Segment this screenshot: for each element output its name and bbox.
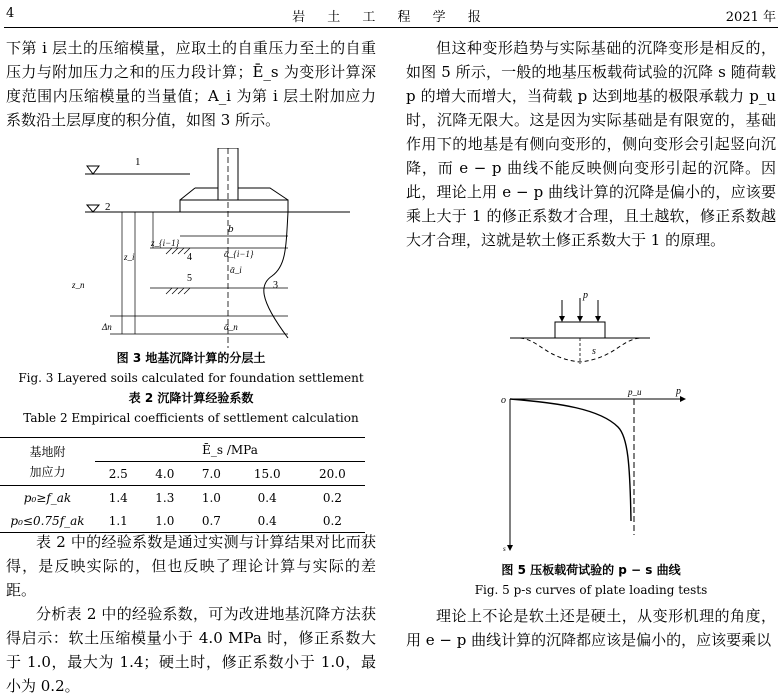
label-alpha-i: ᾱ_i xyxy=(230,265,242,275)
fig5-caption-block xyxy=(406,562,776,598)
table-2 xyxy=(0,437,365,533)
table-cell: 0.7 xyxy=(201,513,221,528)
table2-caption-en: Table 2 Empirical coefficients of settlement calculation xyxy=(23,411,359,425)
col-header: 2.5 xyxy=(108,466,128,481)
journal-title: 岩 土 工 程 学 报 xyxy=(292,10,490,25)
table-cell: 0.2 xyxy=(322,513,342,528)
col-header: 20.0 xyxy=(319,466,346,481)
label-alpha-i-1: ᾱ_{i−1} xyxy=(224,249,254,259)
left-paragraph-3: 分析表 2 中的经验系数，可为改进地基沉降方法获得启示：软土压缩模量小于 4.0 MPa 时，修正系数大于 1.0，最大为 1.4；硬土时，修正系数小于 1.0，最小为 0.2。 xyxy=(6,605,376,695)
label-z-i-1: z_{i−1} xyxy=(151,238,180,248)
fig5-caption-zh: 图 5 压板载荷试验的 p − s 曲线 xyxy=(501,563,681,577)
figure-5-plate-load xyxy=(500,288,700,378)
row-header-line2: 加应力 xyxy=(29,464,66,479)
label-p-axis: p xyxy=(676,386,681,397)
label-z-i: z_i xyxy=(124,252,135,262)
hatch-5 xyxy=(166,288,190,294)
right-bottom-text xyxy=(406,604,776,658)
table-cell: 1.3 xyxy=(155,490,175,505)
fig3-caption-block xyxy=(6,350,376,426)
col-header: 15.0 xyxy=(253,466,281,481)
label-delta-n: Δn xyxy=(102,322,112,332)
label-alpha-n: ᾱ_n xyxy=(224,322,238,332)
row-label: p₀≥f_ak xyxy=(23,490,72,505)
page-number: 4 xyxy=(6,6,15,21)
running-header xyxy=(6,6,776,26)
ground-level-2 xyxy=(85,201,350,213)
ground-surface-1 xyxy=(85,156,190,174)
table-row xyxy=(0,486,365,510)
label-s-mid: s xyxy=(592,346,596,357)
right-column xyxy=(406,36,776,252)
table-cell: 1.0 xyxy=(155,513,175,528)
label-1: 1 xyxy=(135,156,141,168)
label-origin: o xyxy=(501,395,506,406)
label-p-top: p xyxy=(583,290,588,301)
label-b: b xyxy=(228,223,234,235)
figure-5-p-s-curve xyxy=(500,385,700,555)
table2-group-header: Ē_s /MPa xyxy=(95,438,365,462)
fig5-caption-en: Fig. 5 p-s curves of plate loading tests xyxy=(474,583,708,597)
left-column xyxy=(6,36,376,132)
right-paragraph-2: 理论上不论是软土还是硬土，从变形机理的角度，用 e − p 曲线计算的沉降都应该是偏小的，应该要乘以 xyxy=(406,607,776,649)
right-paragraph-1: 但这种变形趋势与实际基础的沉降变形是相反的，如图 5 所示，一般的地基压板载荷试验的沉降 s 随荷载 p 的增大而增大，当荷载 p 达到地基的极限承载力 p_u 时，沉降无限大。这是因为实际基础是有限宽的，基础作用下的地基是有侧向变形的，侧向变形会引起竖向沉降，而 e − p 曲线不能反映侧向变形引起的沉降。因此，理论上用 e − p 曲线计算的沉降是偏小的，应该要乘上大于 1 的修正系数才合理，且土越软，修正系数越大才合理，这就是软土修正系数大于 1 的原理。 xyxy=(406,39,776,249)
label-pu: p_u xyxy=(628,387,642,397)
table-row xyxy=(0,509,365,533)
table-cell: 0.4 xyxy=(257,513,277,528)
table-cell: 1.4 xyxy=(108,490,128,505)
table-cell: 1.1 xyxy=(108,513,128,528)
table-cell: 0.4 xyxy=(257,490,277,505)
table2-row-header xyxy=(0,438,95,486)
label-4: 4 xyxy=(187,252,192,263)
left-intro-paragraph: 下第 i 层土的压缩模量，应取土的自重压力至土的自重压力与附加压力之和的压力段计算；Ē_s 为变形计算深度范围内压缩模量的当量值；A_i 为第 i 层土附加应力系数沿土层厚度的积分值，如图 3 所示。 xyxy=(6,39,376,129)
figure-3-diagram xyxy=(60,148,360,348)
col-header: 7.0 xyxy=(201,466,221,481)
header-rule xyxy=(4,27,778,28)
left-bottom-text xyxy=(6,530,376,698)
row-header-line1: 基地附 xyxy=(29,444,66,459)
col-header: 4.0 xyxy=(155,466,175,481)
label-z-n: z_n xyxy=(72,280,85,290)
left-paragraph-2: 表 2 中的经验系数是通过实测与计算结果对比而获得，是反映实际的，但也反映了理论计算与实际的差距。 xyxy=(6,533,376,599)
label-3: 3 xyxy=(273,280,278,291)
label-2: 2 xyxy=(105,201,111,213)
table2-caption-zh: 表 2 沉降计算经验系数 xyxy=(128,391,254,405)
table-cell: 0.2 xyxy=(322,490,342,505)
journal-year: 2021 年 xyxy=(725,10,776,25)
table-cell: 1.0 xyxy=(201,490,221,505)
row-label: p₀≤0.75f_ak xyxy=(10,513,85,528)
label-s-axis: s xyxy=(503,545,506,553)
fig3-caption-en: Fig. 3 Layered soils calculated for foundation settlement xyxy=(18,371,364,385)
fig3-caption-zh: 图 3 地基沉降计算的分层土 xyxy=(116,351,266,365)
label-5: 5 xyxy=(187,273,192,284)
